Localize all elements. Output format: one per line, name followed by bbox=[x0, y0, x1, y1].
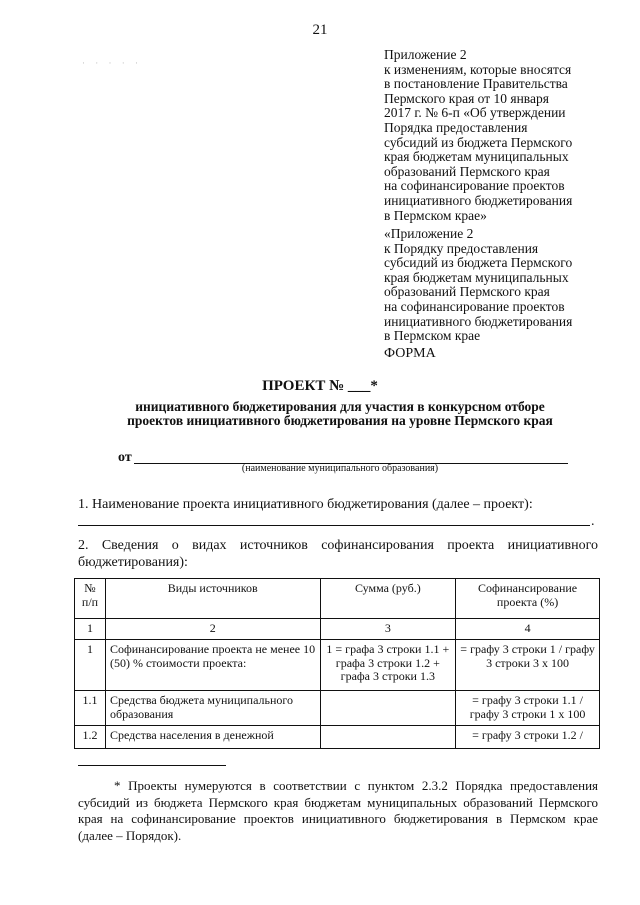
row-sum bbox=[320, 726, 456, 749]
column-number: 1 bbox=[75, 619, 106, 640]
funding-sources-table bbox=[74, 578, 600, 749]
row-source: Софинансирование проекта не менее 10 (50) % стоимости проекта: bbox=[105, 640, 320, 691]
header-source: Виды источников bbox=[105, 579, 320, 619]
appendix-quote-line: инициативного бюджетирования bbox=[384, 313, 573, 329]
appendix-header-line: на софинансирование проектов bbox=[384, 178, 565, 194]
footnote: * Проекты нумеруются в соответствии с пунктом 2.3.2 Порядка предоставления субсидий из бюджета Пермского края бюджетам муниципальных образований Пермского края на софинансирование проектов инициативного бюджетирования в Пермском крае (далее – Порядок). bbox=[78, 778, 598, 843]
row-num: 1.1 bbox=[75, 691, 106, 726]
scan-specks: · · · · · bbox=[82, 58, 142, 68]
appendix-quote-line: на софинансирование проектов bbox=[384, 298, 565, 314]
appendix-header-line: в Пермском крае» bbox=[384, 207, 487, 223]
appendix-header-line: края бюджетам муниципальных bbox=[384, 149, 569, 165]
section-1-heading: 1. Наименование проекта инициативного бюджетирования (далее – проект): bbox=[78, 497, 533, 512]
column-number: 4 bbox=[456, 619, 600, 640]
row-sum: 1 = графа 3 строки 1.1 + графа 3 строки 1.2 + графа 3 строки 1.3 bbox=[320, 640, 456, 691]
table-row bbox=[75, 640, 600, 691]
row-share: = графу 3 строки 1.1 / графу 3 строки 1 х 100 bbox=[456, 691, 600, 726]
row-share: = графу 3 строки 1.2 / bbox=[456, 726, 600, 749]
appendix-header-line: Порядка предоставления bbox=[384, 119, 528, 135]
table-row bbox=[75, 726, 600, 749]
table-row bbox=[75, 691, 600, 726]
row-sum bbox=[320, 691, 456, 726]
row-source: Средства бюджета муниципального образования bbox=[105, 691, 320, 726]
subtitle-line-2: проектов инициативного бюджетирования на уровне Пермского края bbox=[127, 413, 553, 428]
page-number: 21 bbox=[312, 22, 328, 38]
appendix-header-line: образований Пермского края bbox=[384, 163, 550, 179]
appendix-quote-line: «Приложение 2 bbox=[384, 226, 474, 241]
appendix-quote-line: субсидий из бюджета Пермского bbox=[384, 255, 573, 271]
footnote-divider bbox=[78, 765, 226, 766]
subtitle-line-1: инициативного бюджетирования для участия в конкурсном отборе bbox=[135, 399, 545, 414]
row-share: = графу 3 строки 1 / графу 3 строки 3 х 100 bbox=[456, 640, 600, 691]
column-number: 3 bbox=[320, 619, 456, 640]
appendix-quote-line: к Порядку предоставления bbox=[384, 240, 539, 256]
row-source: Средства населения в денежной bbox=[105, 726, 320, 749]
appendix-header-line: Пермского края от 10 января bbox=[384, 90, 549, 106]
header-share: Софинансирование проекта (%) bbox=[456, 579, 600, 619]
appendix-header-line: инициативного бюджетирования bbox=[384, 192, 573, 208]
document-subtitle bbox=[60, 400, 620, 428]
appendix-header-line: Приложение 2 bbox=[384, 47, 467, 62]
section-2-heading: 2. Сведения о видах источников софинансирования проекта инициативного бюджетирования): bbox=[78, 538, 598, 570]
row-num: 1 bbox=[75, 640, 106, 691]
document-title: ПРОЕКТ № ___* bbox=[262, 378, 378, 394]
municipality-caption: (наименование муниципального образования) bbox=[241, 463, 439, 474]
row-num: 1.2 bbox=[75, 726, 106, 749]
appendix-header bbox=[384, 48, 614, 223]
header-num: № п/п bbox=[75, 579, 106, 619]
appendix-quote-line: образований Пермского края bbox=[384, 284, 550, 300]
appendix-header-line: 2017 г. № 6-п «Об утверждении bbox=[384, 105, 566, 121]
table-header-row bbox=[75, 579, 600, 619]
header-sum: Сумма (руб.) bbox=[320, 579, 456, 619]
section-1-end-mark: . bbox=[591, 514, 595, 529]
appendix-header-line: к изменениям, которые вносятся bbox=[384, 61, 572, 77]
appendix-header-line: субсидий из бюджета Пермского bbox=[384, 134, 573, 150]
form-label: ФОРМА bbox=[384, 346, 436, 361]
appendix-quote bbox=[384, 227, 614, 344]
column-number: 2 bbox=[105, 619, 320, 640]
from-label: от bbox=[118, 450, 132, 465]
appendix-quote-line: в Пермском крае bbox=[384, 328, 481, 344]
appendix-header-line: в постановление Правительства bbox=[384, 76, 568, 92]
appendix-quote-line: края бюджетам муниципальных bbox=[384, 269, 569, 285]
project-name-blank-line bbox=[78, 525, 590, 526]
column-number-row bbox=[75, 619, 600, 640]
